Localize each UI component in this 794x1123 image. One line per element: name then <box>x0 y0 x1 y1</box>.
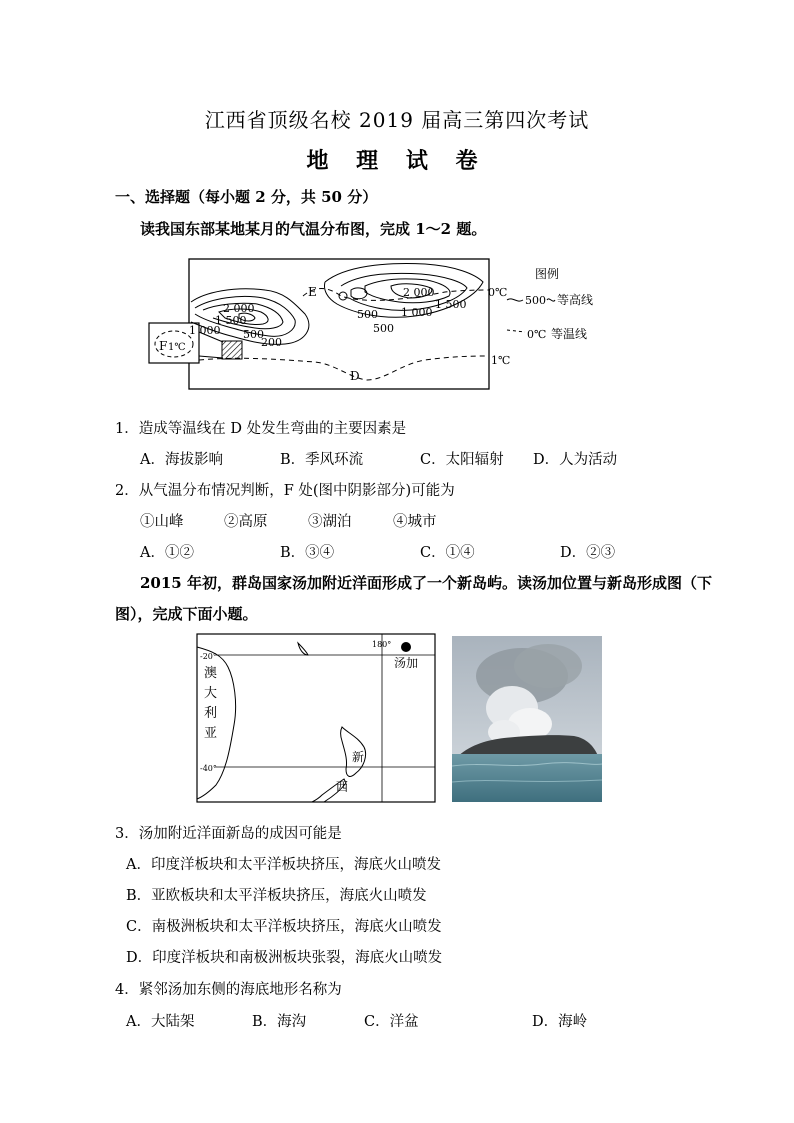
label-aus-2: 大 <box>204 686 218 701</box>
q3-option-b: B．亚欧板块和太平洋板块挤压，海底火山喷发 <box>126 888 427 904</box>
q2-option-b: B．③④ <box>280 545 335 561</box>
q1-option-a: A．海拔影响 <box>140 452 223 468</box>
label-500c: 500 <box>373 322 394 335</box>
label-lat-20: -20° <box>200 652 217 661</box>
label-F-temp: 1℃ <box>168 342 186 353</box>
section-heading: 一、选择题（每小题 2 分，共 50 分） <box>115 188 378 206</box>
q3-option-a: A．印度洋板块和太平洋板块挤压，海底火山喷发 <box>126 857 441 873</box>
q1-option-d: D．人为活动 <box>533 452 618 468</box>
q1-stem: 1．造成等温线在 D 处发生弯曲的主要因素是 <box>115 421 407 437</box>
label-1000b: 1 000 <box>401 306 433 319</box>
q4-stem: 4．紧邻汤加东侧的海底地形名称为 <box>115 982 342 998</box>
tonga-location-map <box>196 633 438 805</box>
label-1500b: 1 500 <box>435 298 467 311</box>
label-nz-1: 新 <box>352 750 365 764</box>
q3-option-d: D．印度洋板块和南极洲板块张裂，海底火山喷发 <box>126 950 443 966</box>
label-nz-2: 西 <box>336 780 349 794</box>
label-500a: 500 <box>243 328 264 341</box>
q2-item-2: ②高原 <box>224 514 268 530</box>
q3-stem: 3．汤加附近洋面新岛的成因可能是 <box>115 826 342 842</box>
label-lat-40: -40° <box>200 764 217 773</box>
label-aus-1: 澳 <box>204 666 218 681</box>
q4-option-b: B．海沟 <box>252 1014 307 1030</box>
legend-isotherm-value: 0℃ <box>527 328 547 341</box>
label-200: 200 <box>261 336 282 349</box>
label-E: E <box>308 285 317 299</box>
q2-item-3: ③湖泊 <box>308 514 352 530</box>
q3-option-c: C．南极洲板块和太平洋板块挤压，海底火山喷发 <box>126 919 442 935</box>
q2-option-a: A．①② <box>140 545 194 561</box>
label-F: F <box>159 339 168 353</box>
q2-option-d: D．②③ <box>560 545 616 561</box>
label-2000b: 2 000 <box>403 286 435 299</box>
label-iso-1: 1℃ <box>491 354 511 367</box>
temperature-map <box>145 252 625 397</box>
intro-q3-4-line2: 图），完成下面小题。 <box>115 605 258 623</box>
label-aus-3: 利 <box>204 706 218 721</box>
q1-option-b: B．季风环流 <box>280 452 364 468</box>
label-1000a: 1 000 <box>189 324 221 337</box>
q1-option-c: C．太阳辐射 <box>420 452 504 468</box>
legend-title: 图例 <box>535 267 560 281</box>
q4-option-c: C．洋盆 <box>364 1014 419 1030</box>
legend-contour-label: 等高线 <box>557 293 594 307</box>
q2-option-c: C．①④ <box>420 545 475 561</box>
q4-option-a: A．大陆架 <box>126 1014 195 1030</box>
label-D: D <box>350 369 360 383</box>
label-iso-0: 0℃ <box>488 286 508 299</box>
new-island-photo <box>452 636 602 802</box>
intro-q3-4-line1: 2015 年初，群岛国家汤加附近洋面形成了一个新岛屿。读汤加位置与新岛形成图（下 <box>140 574 712 592</box>
label-lon-180: 180° <box>372 640 392 649</box>
legend-contour-value: 500 <box>525 294 546 307</box>
label-2000a: 2 000 <box>223 302 255 315</box>
legend-isotherm-label: 等温线 <box>551 327 588 341</box>
intro-q1-2: 读我国东部某地某月的气温分布图，完成 1～2 题。 <box>140 220 487 238</box>
q2-item-4: ④城市 <box>393 514 437 530</box>
label-500b: 500 <box>357 308 378 321</box>
q2-item-1: ①山峰 <box>140 514 184 530</box>
exam-subtitle: 地 理 试 卷 <box>306 148 488 174</box>
q4-option-d: D．海岭 <box>532 1014 588 1030</box>
exam-title: 江西省顶级名校 2019 届高三第四次考试 <box>204 108 590 132</box>
label-1500a: 1 500 <box>215 314 247 327</box>
label-tonga: 汤加 <box>394 656 419 670</box>
q2-stem: 2．从气温分布情况判断，F 处(图中阴影部分)可能为 <box>115 483 455 499</box>
label-aus-4: 亚 <box>204 726 218 741</box>
